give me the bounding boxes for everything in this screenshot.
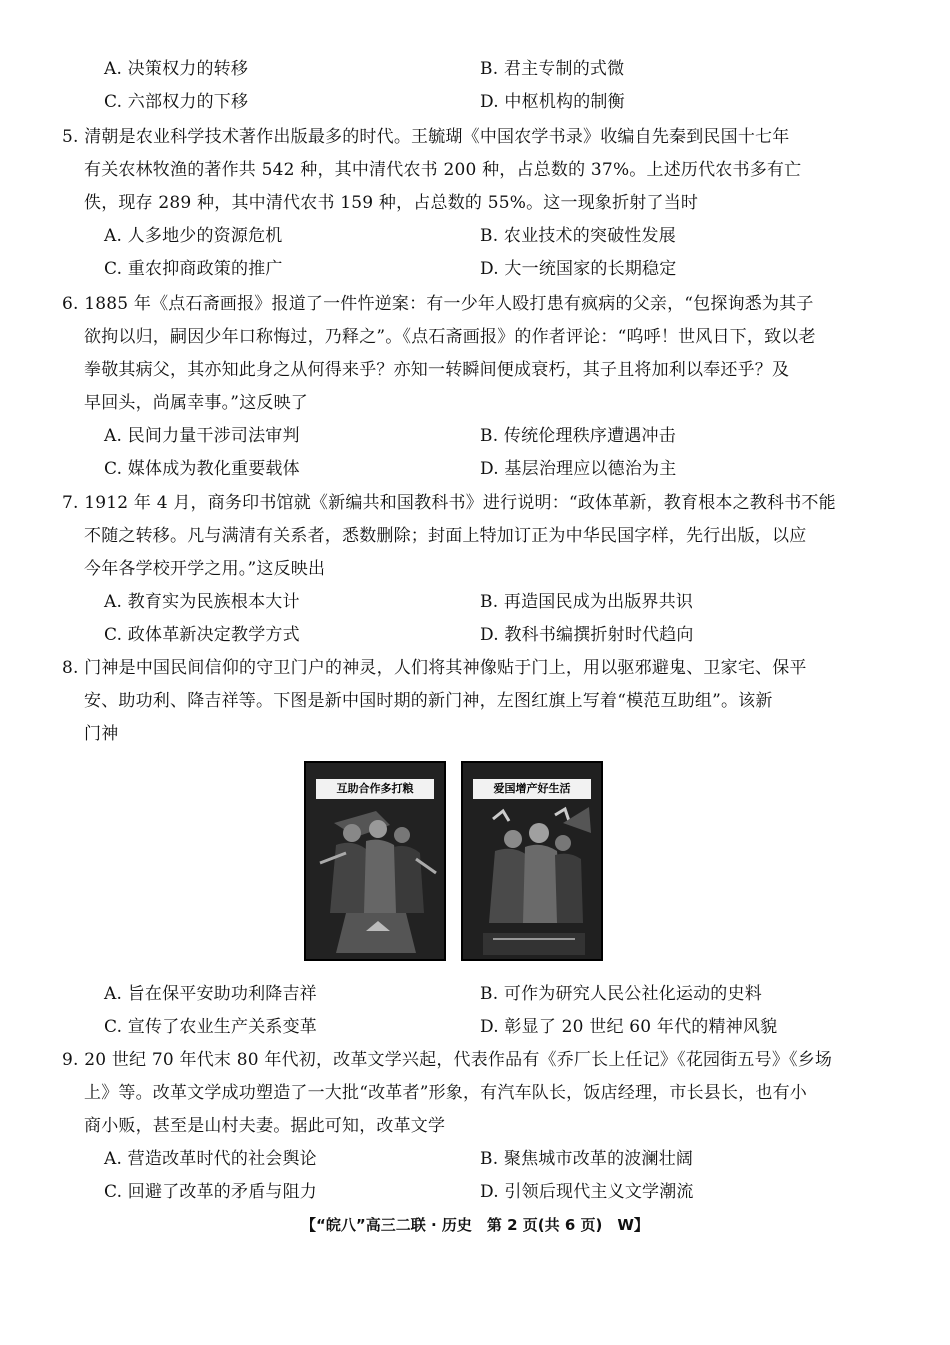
q9-option-a: A. 营造改革时代的社会舆论 bbox=[104, 1149, 317, 1169]
q4-option-d: D. 中枢机构的制衡 bbox=[480, 92, 625, 112]
q6-option-a: A. 民间力量干涉司法审判 bbox=[104, 426, 300, 446]
q6-stem-line-2: 欲拘以归，嗣因少年口称悔过，乃释之”。《点石斋画报》的作者评论：“呜呼！世风日下，致以老 bbox=[84, 327, 816, 347]
poster-left-caption: 互助合作多打粮 bbox=[316, 779, 434, 799]
q5-stem-line-1: 5. 清朝是农业科学技术著作出版最多的时代。王毓瑚《中国农学书录》收编自先秦到民国十七年 bbox=[62, 127, 790, 147]
q5-stem-line-3: 佚，现存 289 种，其中清代农书 159 种，占总数的 55%。这一现象折射了当时 bbox=[84, 193, 699, 213]
door-god-poster-right bbox=[461, 761, 603, 961]
q9-option-c: C. 回避了改革的矛盾与阻力 bbox=[104, 1182, 318, 1202]
q5-stem-line-2: 有关农林牧渔的著作共 542 种，其中清代农书 200 种，占总数的 37%。上述历代农书多有亡 bbox=[84, 160, 802, 180]
q6-stem-line-1: 6. 1885 年《点石斋画报》报道了一件忤逆案：有一少年人殴打患有疯病的父亲，“包探询悉为其子 bbox=[62, 294, 814, 314]
q8-option-b: B. 可作为研究人民公社化运动的史料 bbox=[480, 984, 762, 1004]
q4-option-c: C. 六部权力的下移 bbox=[104, 92, 249, 112]
q9-stem-line-3: 商小贩，甚至是山村夫妻。据此可知，改革文学 bbox=[84, 1116, 446, 1136]
q7-option-b: B. 再造国民成为出版界共识 bbox=[480, 592, 694, 612]
q4-option-a: A. 决策权力的转移 bbox=[104, 59, 249, 79]
q8-option-c: C. 宣传了农业生产关系变革 bbox=[104, 1017, 318, 1037]
door-god-poster-left bbox=[304, 761, 446, 961]
q7-option-d: D. 教科书编撰折射时代趋向 bbox=[480, 625, 694, 645]
q8-stem-line-1: 8. 门神是中国民间信仰的守卫门户的神灵，人们将其神像贴于门上，用以驱邪避鬼、卫家宅、保平 bbox=[62, 658, 807, 678]
q8-option-d: D. 彰显了 20 世纪 60 年代的精神风貌 bbox=[480, 1017, 778, 1037]
poster-right-caption: 爱国增产好生活 bbox=[473, 779, 591, 799]
q8-option-a: A. 旨在保平安助功利降吉祥 bbox=[104, 984, 317, 1004]
q5-option-b: B. 农业技术的突破性发展 bbox=[480, 226, 676, 246]
q7-stem-line-1: 7. 1912 年 4 月，商务印书馆就《新编共和国教科书》进行说明：“政体革新，教育根本之教科书不能 bbox=[62, 493, 836, 513]
q9-stem-line-1: 9. 20 世纪 70 年代末 80 年代初，改革文学兴起，代表作品有《乔厂长上任记》《花园街五号》《乡场 bbox=[62, 1050, 833, 1070]
q6-stem-line-3: 拳敬其病父，其亦知此身之从何得来乎？亦知一转瞬间便成衰朽，其子且将加利以奉还乎？及 bbox=[84, 360, 790, 380]
q5-option-d: D. 大一统国家的长期稳定 bbox=[480, 259, 677, 279]
q4-option-b: B. 君主专制的式微 bbox=[480, 59, 625, 79]
q5-option-a: A. 人多地少的资源危机 bbox=[104, 226, 283, 246]
q8-stem-line-3: 门神 bbox=[84, 724, 119, 744]
q7-option-c: C. 政体革新决定教学方式 bbox=[104, 625, 300, 645]
q6-option-c: C. 媒体成为教化重要载体 bbox=[104, 459, 300, 479]
q7-stem-line-2: 不随之转移。凡与满清有关系者，悉数删除；封面上特加订正为中华民国字样，先行出版，以应 bbox=[84, 526, 807, 546]
q9-option-d: D. 引领后现代主义文学潮流 bbox=[480, 1182, 694, 1202]
q9-option-b: B. 聚焦城市改革的波澜壮阔 bbox=[480, 1149, 694, 1169]
q5-option-c: C. 重农抑商政策的推广 bbox=[104, 259, 283, 279]
q9-stem-line-2: 上》等。改革文学成功塑造了一大批“改革者”形象，有汽车队长，饭店经理，市长县长，也有小 bbox=[84, 1083, 807, 1103]
page-footer: 【“皖八”高三二联 · 历史 第 2 页(共 6 页) W】 bbox=[301, 1216, 649, 1234]
q7-stem-line-3: 今年各学校开学之用。”这反映出 bbox=[84, 559, 326, 579]
q6-option-d: D. 基层治理应以德治为主 bbox=[480, 459, 677, 479]
q8-stem-line-2: 安、助功利、降吉祥等。下图是新中国时期的新门神，左图红旗上写着“模范互助组”。该新 bbox=[84, 691, 773, 711]
q6-stem-line-4: 早回头，尚属幸事。”这反映了 bbox=[84, 393, 308, 413]
q7-option-a: A. 教育实为民族根本大计 bbox=[104, 592, 300, 612]
q6-option-b: B. 传统伦理秩序遭遇冲击 bbox=[480, 426, 676, 446]
